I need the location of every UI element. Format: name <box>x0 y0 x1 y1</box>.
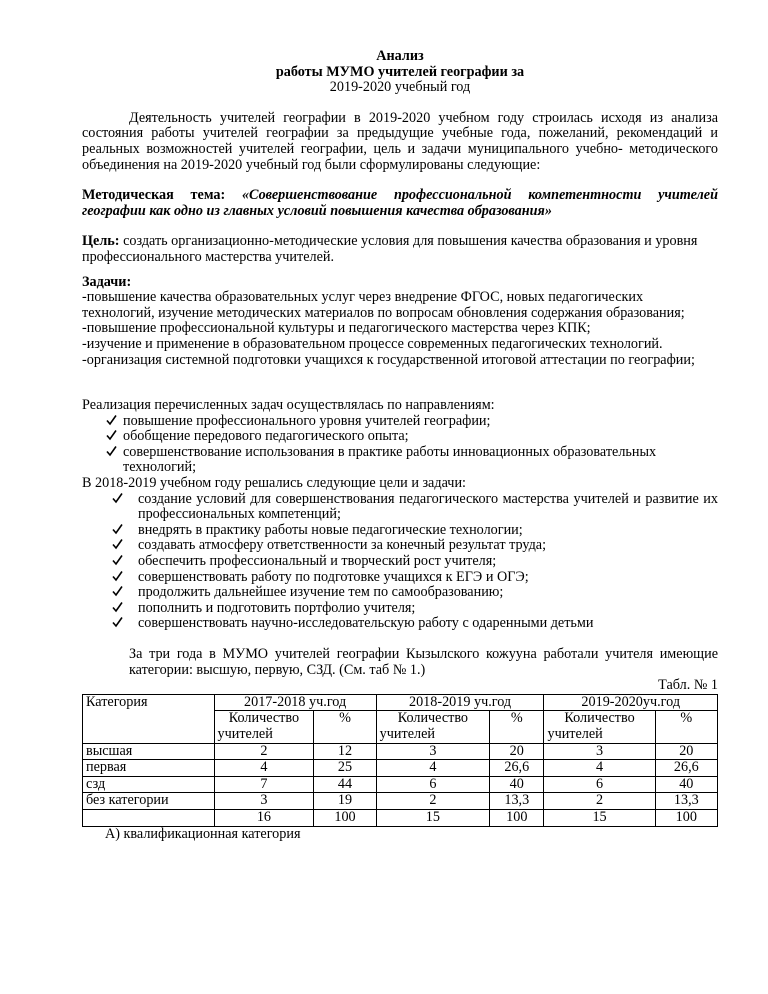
list-item: совершенствовать научно-исследовательскую работу с одаренными детьми <box>82 616 718 632</box>
title-line: работы МУМО учителей географии за <box>275 63 525 80</box>
table-cell: 15 <box>376 809 489 826</box>
table-cell: 12 <box>314 743 376 760</box>
table-cell: 2 <box>376 793 489 810</box>
table-cell: 2 <box>214 743 314 760</box>
theme-label: Методическая тема: <box>82 187 226 204</box>
table-cell: 16 <box>214 809 314 826</box>
subheader-pct: % <box>655 711 717 743</box>
table-cell: 100 <box>314 809 376 826</box>
header-year: 2019-2020уч.год <box>544 694 718 711</box>
check-icon <box>112 523 123 540</box>
table-row <box>83 776 718 793</box>
goals2018-list <box>82 492 718 632</box>
table-cell: первая <box>83 760 215 777</box>
check-icon <box>112 585 123 602</box>
task-item: -изучение и применение в образовательном процессе современных педагогических технологий. <box>82 335 663 352</box>
table-cell <box>83 809 215 826</box>
table-caption: А) квалификационная категория <box>105 825 301 842</box>
directions-intro: Реализация перечисленных задач осуществлялась по направлениям: <box>82 397 495 414</box>
list-item: внедрять в практику работы новые педагогические технологии; <box>82 523 718 539</box>
category-table <box>82 694 718 827</box>
table-cell: 20 <box>655 743 717 760</box>
check-icon <box>112 570 123 587</box>
table-cell: 26,6 <box>655 760 717 777</box>
goals2018-intro: В 2018-2019 учебном году решались следующие цели и задачи: <box>82 475 466 492</box>
header-category: Категория <box>83 694 215 743</box>
document-page <box>82 49 718 842</box>
table-ref: Табл. № 1 <box>658 677 718 694</box>
table-cell: сзд <box>83 776 215 793</box>
table-cell: без категории <box>83 793 215 810</box>
subheader-count: Количество учителей <box>214 711 314 743</box>
table-total-row <box>83 809 718 826</box>
check-icon <box>106 429 117 446</box>
theme-text: «Совершенствование профессиональной компетентности учителей географии как одно из главных условий повышения качества образования» <box>82 187 718 219</box>
table-cell: 3 <box>544 743 655 760</box>
methodical-theme <box>82 188 718 219</box>
directions-list <box>82 414 718 476</box>
table-cell: 40 <box>655 776 717 793</box>
intro-paragraph: Деятельность учителей географии в 2019-2020 учебном году строилась исходя из анализа состояния работы учителей географии за предыдущие учебные года, пожеланий, рекомендаций и реальных возможностей учителей географии, цель и задачи муниципального учебно- методического объединения на 2019-2020 учебный год были сформулированы следующие: <box>82 109 718 173</box>
table-row <box>83 760 718 777</box>
table-cell: 4 <box>376 760 489 777</box>
table-cell: высшая <box>83 743 215 760</box>
tasks-label: Задачи: <box>82 273 132 290</box>
check-icon <box>106 414 117 431</box>
check-icon <box>112 538 123 555</box>
table-cell: 20 <box>490 743 544 760</box>
title-line: Анализ <box>376 48 424 64</box>
list-item: создание условий для совершенствования педагогического мастерства учителей и развитие их профессиональных компетенций; <box>82 492 718 523</box>
table-row <box>83 793 718 810</box>
check-icon <box>112 554 123 571</box>
table-cell: 100 <box>490 809 544 826</box>
table-cell: 15 <box>544 809 655 826</box>
goal-label: Цель: <box>82 233 120 250</box>
list-item: пополнить и подготовить портфолио учителя; <box>82 601 718 617</box>
document-title <box>82 49 718 80</box>
list-item: продолжить дальнейшее изучение тем по самообразованию; <box>82 585 718 601</box>
table-cell: 13,3 <box>655 793 717 810</box>
table-cell: 40 <box>490 776 544 793</box>
table-cell: 25 <box>314 760 376 777</box>
check-icon <box>112 601 123 618</box>
goal-text: создать организационно-методические условия для повышения качества образования и уровня профессионального мастерства учителей. <box>82 233 698 265</box>
table-cell: 3 <box>376 743 489 760</box>
table-cell: 3 <box>214 793 314 810</box>
summary-paragraph: За три года в МУМО учителей географии Кызылского кожууна работали учителя имеющие категории: высшую, первую, СЗД. (См. таб № 1.) <box>129 646 718 678</box>
header-year: 2018-2019 уч.год <box>376 694 544 711</box>
header-year: 2017-2018 уч.год <box>214 694 376 711</box>
table-cell: 6 <box>544 776 655 793</box>
table-cell: 4 <box>544 760 655 777</box>
subheader-pct: % <box>490 711 544 743</box>
table-cell: 2 <box>544 793 655 810</box>
task-item: -повышение качества образовательных услуг через внедрение ФГОС, новых педагогических технологий, изучение методических материалов по вопросам обновления содержания образования; <box>82 289 685 321</box>
list-item: повышение профессионального уровня учителей географии; <box>82 414 718 430</box>
subheader-count: Количество учителей <box>376 711 489 743</box>
check-icon <box>106 445 117 462</box>
tasks-list <box>82 290 718 368</box>
list-item: совершенствование использования в практике работы инновационных образовательных технологий; <box>82 445 718 476</box>
check-icon <box>112 492 123 509</box>
table-cell: 7 <box>214 776 314 793</box>
table-cell: 44 <box>314 776 376 793</box>
table-cell: 19 <box>314 793 376 810</box>
check-icon <box>112 616 123 633</box>
task-item: -организация системной подготовки учащихся к государственной итоговой аттестации по географии; <box>82 351 695 368</box>
table-header-row <box>83 694 718 711</box>
list-item: обеспечить профессиональный и творческий рост учителя; <box>82 554 718 570</box>
table-cell: 13,3 <box>490 793 544 810</box>
task-item: -повышение профессиональной культуры и педагогического мастерства через КПК; <box>82 320 591 337</box>
list-item: создавать атмосферу ответственности за конечный результат труда; <box>82 538 718 554</box>
table-cell: 6 <box>376 776 489 793</box>
list-item: совершенствовать работу по подготовке учащихся к ЕГЭ и ОГЭ; <box>82 570 718 586</box>
subheader-pct: % <box>314 711 376 743</box>
table-cell: 100 <box>655 809 717 826</box>
goal-paragraph <box>82 234 718 265</box>
table-cell: 26,6 <box>490 760 544 777</box>
list-item: обобщение передового педагогического опыта; <box>82 429 718 445</box>
subheader-count: Количество учителей <box>544 711 655 743</box>
table-cell: 4 <box>214 760 314 777</box>
title-year: 2019-2020 учебный год <box>329 79 471 96</box>
table-row <box>83 743 718 760</box>
